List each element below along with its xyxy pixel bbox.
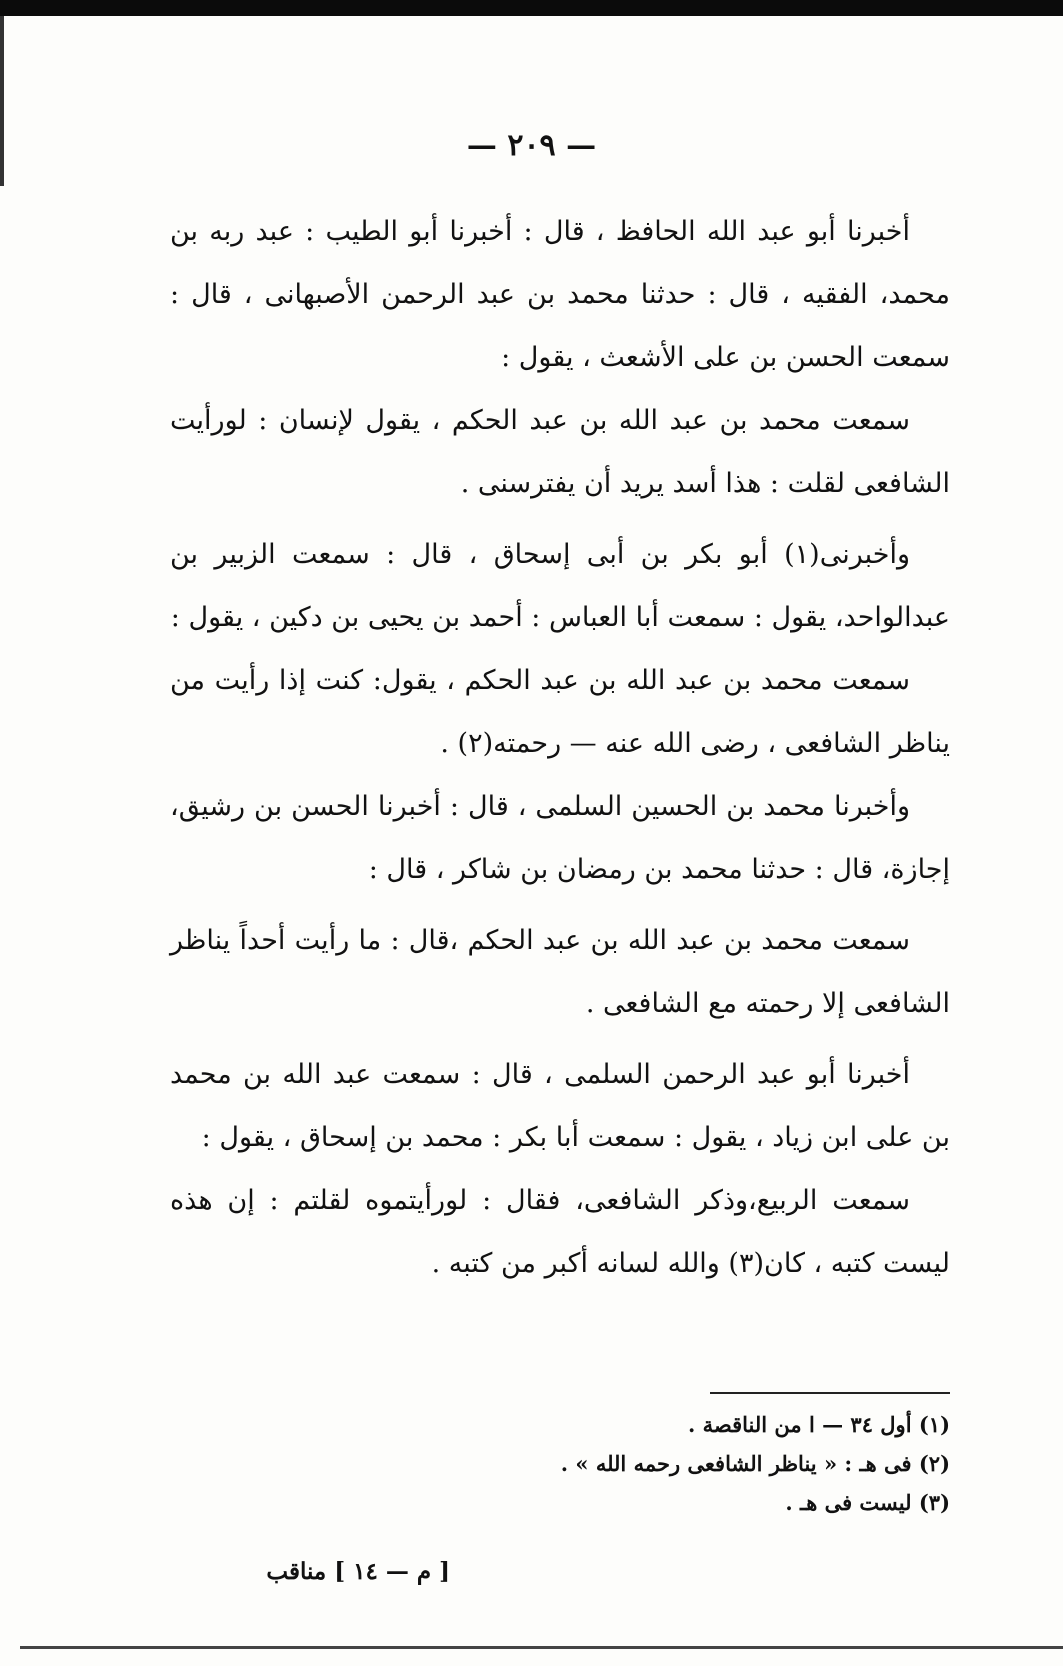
paragraph-5: وأخبرنا محمد بن الحسين السلمى ، قال : أخبرنا الحسن بن رشيق، إجازة، قال : حدثنا محمد بن رمضان بن شاكر ، قال : bbox=[170, 791, 950, 885]
paragraph-6: سمعت محمد بن عبد الله بن عبد الحكم ،قال : ما رأيت أحداً يناظر الشافعى إلا رحمته مع الشافعى . bbox=[170, 925, 950, 1019]
paragraph-1: أخبرنا أبو عبد الله الحافظ ، قال : أخبرنا أبو الطيب : عبد ربه بن محمد، الفقيه ، قال : حدثنا محمد بن عبد الرحمن الأصبهانى ، قال : سمعت الحسن بن على الأشعث ، يقول : bbox=[170, 216, 950, 373]
footnote-3: (٣) ليست فى هـ . bbox=[785, 1490, 950, 1515]
paragraph-7: أخبرنا أبو عبد الرحمن السلمى ، قال : سمعت عبد الله بن محمد بن على ابن زياد ، يقول : سمعت أبا بكر : محمد بن إسحاق ، يقول : bbox=[170, 1059, 950, 1153]
footnote-divider bbox=[710, 1392, 950, 1394]
footnotes bbox=[560, 1405, 950, 1522]
page-number: — ٢٠٩ — bbox=[466, 128, 597, 163]
main-text bbox=[170, 200, 950, 1295]
paragraph-3: وأخبرنى(١) أبو بكر بن أبى إسحاق ، قال : سمعت الزبير بن عبدالواحد، يقول : سمعت أبا العباس : أحمد بن يحيى بن دكين ، يقول : bbox=[170, 539, 950, 633]
scan-bottom-border bbox=[20, 1646, 1063, 1649]
paragraph-2: سمعت محمد بن عبد الله بن عبد الحكم ، يقول لإنسان : لورأيت الشافعى لقلت : هذا أسد يريد أن يفترسنى . bbox=[170, 405, 950, 499]
footnote-2: (٢) فى هـ : « يناظر الشافعى رحمه الله » . bbox=[560, 1451, 950, 1476]
paragraph-4: سمعت محمد بن عبد الله بن عبد الحكم ، يقول: كنت إذا رأيت من يناظر الشافعى ، رضى الله عنه — رحمته(٢) . bbox=[170, 665, 950, 759]
signature-mark: [ م — ١٤ ] مناقب bbox=[266, 1558, 450, 1585]
footnote-1: (١) أول ٣٤ — ا من الناقصة . bbox=[688, 1412, 950, 1437]
scan-top-border bbox=[0, 0, 1063, 16]
paragraph-8: سمعت الربيع،وذكر الشافعى، فقال : لورأيتموه لقلتم : إن هذه ليست كتبه ، كان(٣) والله لسانه أكبر من كتبه . bbox=[170, 1185, 950, 1279]
